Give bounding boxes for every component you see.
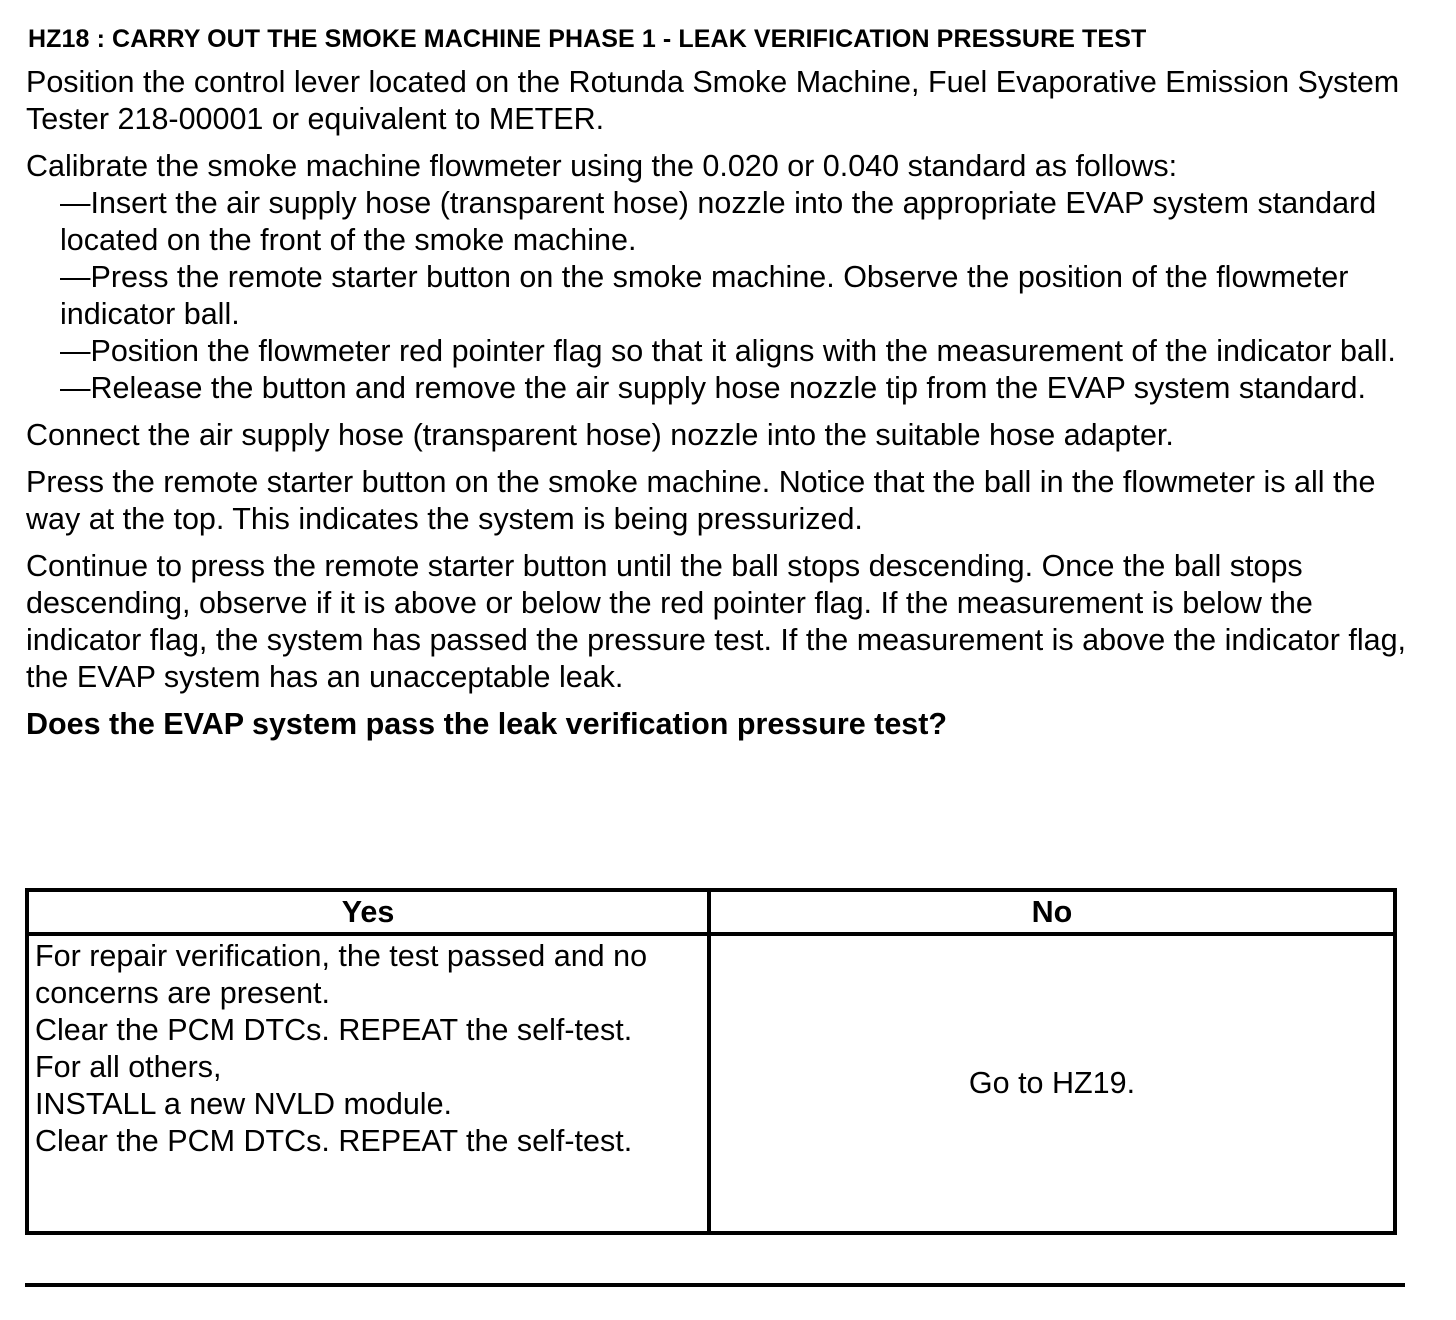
yes-cell [27, 934, 709, 1233]
header-yes: Yes [27, 890, 709, 934]
instruction-press-starter: Press the remote starter button on the smoke machine. Notice that the ball in the flowmeter is all the way at the top. This indicates the system is being pressurized. [26, 465, 1376, 536]
go-to-link[interactable]: Go to HZ19. [968, 1066, 1136, 1100]
calibration-step-release: —Release the button and remove the air supply hose nozzle tip from the EVAP system standard. [60, 371, 1366, 405]
instruction-continue-press: Continue to press the remote starter button until the ball stops descending. Once the ball stops descending, observe if it is above or below the red pointer flag. If the measurement is below the indicator flag, the system has passed the pressure test. If the measurement is above the indicator flag, the EVAP system has an unacceptable leak. [26, 549, 1407, 694]
result-table-row [27, 934, 1395, 1233]
calibration-step-position: —Position the flowmeter red pointer flag so that it aligns with the measurement of the indicator ball. [60, 334, 1396, 368]
yes-line: INSTALL a new NVLD module. [35, 1087, 453, 1121]
no-cell [709, 934, 1395, 1233]
calibration-step-insert: —Insert the air supply hose (transparent hose) nozzle into the appropriate EVAP system standard located on the front of the smoke machine. [60, 186, 1377, 257]
instruction-calibrate: Calibrate the smoke machine flowmeter using the 0.020 or 0.040 standard as follows: [26, 149, 1178, 183]
procedure-document [26, 22, 1416, 743]
test-question: Does the EVAP system pass the leak verification pressure test? [26, 707, 948, 741]
calibration-steps [26, 185, 1416, 407]
calibration-step-press: —Press the remote starter button on the smoke machine. Observe the position of the flowmeter indicator ball. [60, 260, 1349, 331]
instruction-position-lever: Position the control lever located on the Rotunda Smoke Machine, Fuel Evaporative Emission System Tester 218-00001 or equivalent to METER. [26, 65, 1400, 136]
yes-line: Clear the PCM DTCs. REPEAT the self-test. [35, 1124, 633, 1158]
result-table [25, 888, 1397, 1235]
header-no: No [709, 890, 1395, 934]
step-heading: HZ18 : CARRY OUT THE SMOKE MACHINE PHASE 1 - LEAK VERIFICATION PRESSURE TEST [28, 25, 1147, 53]
result-table-header-row [27, 890, 1395, 934]
bottom-divider [25, 1283, 1405, 1287]
instruction-connect-hose: Connect the air supply hose (transparent hose) nozzle into the suitable hose adapter. [26, 418, 1174, 452]
yes-line: For repair verification, the test passed and no [35, 939, 648, 973]
yes-line: concerns are present. [35, 976, 330, 1010]
yes-line: For all others, [35, 1050, 222, 1084]
yes-line: Clear the PCM DTCs. REPEAT the self-test. [35, 1013, 633, 1047]
